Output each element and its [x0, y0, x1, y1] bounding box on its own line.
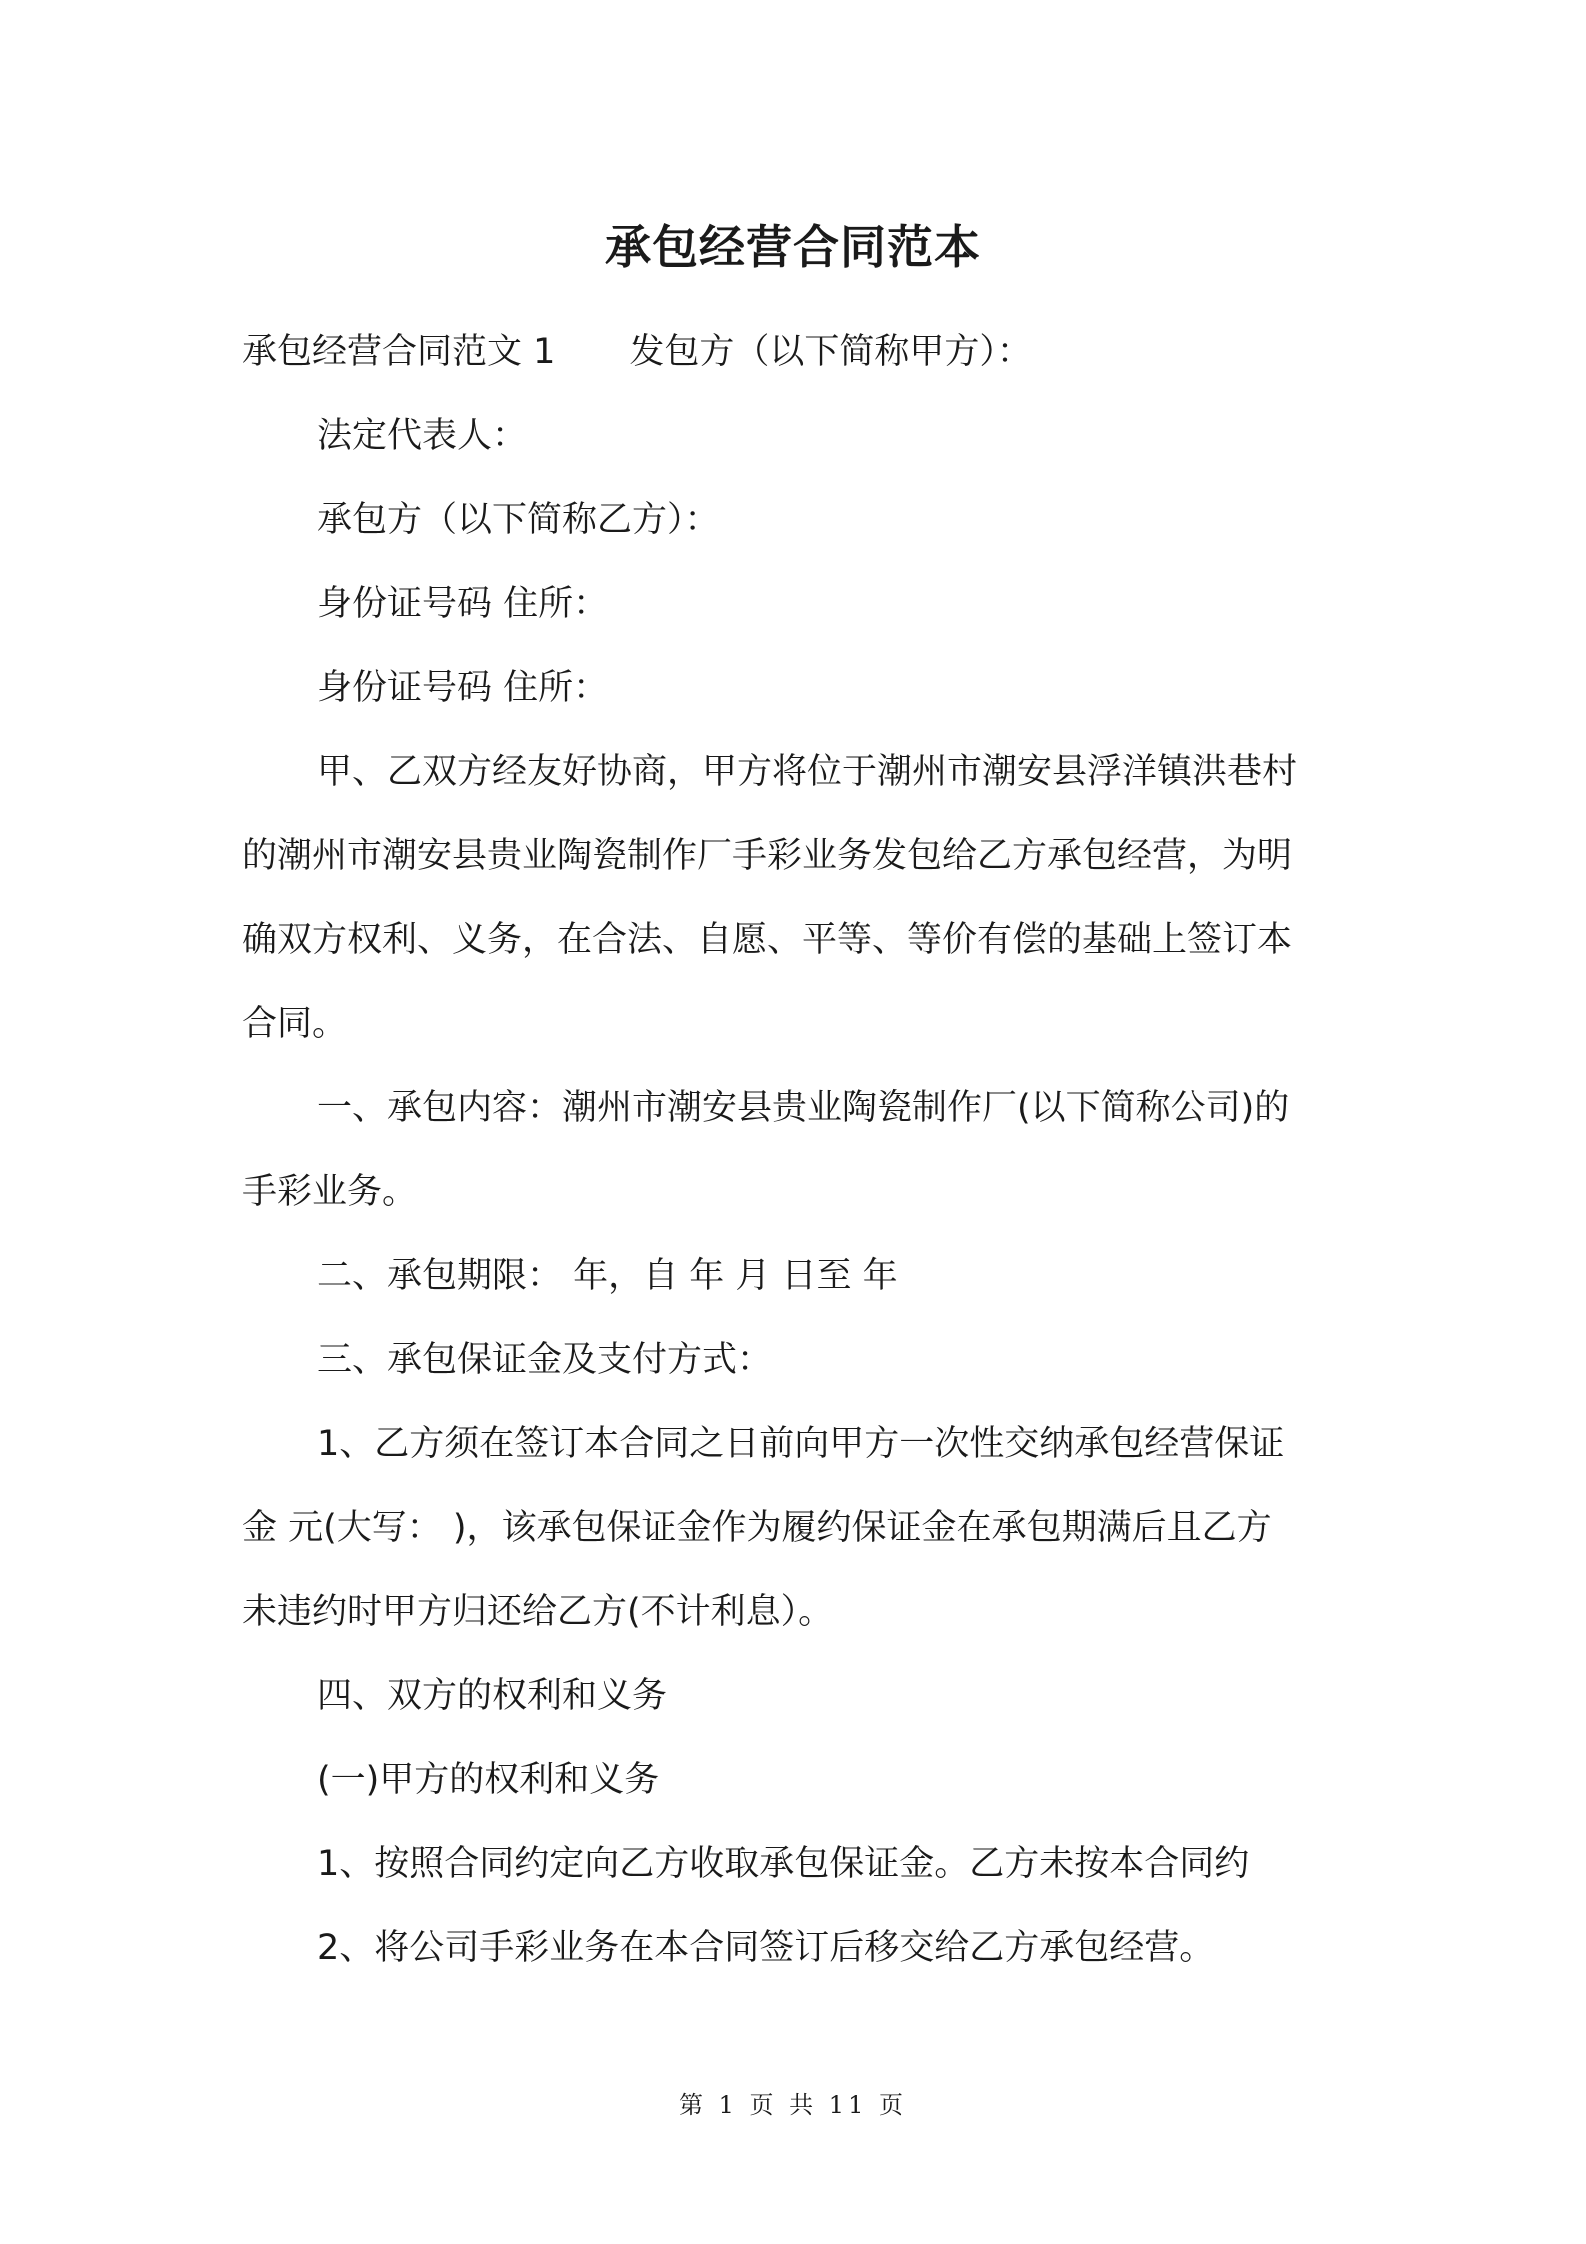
paragraph-line: 金 元(大写： )，该承包保证金作为履约保证金在承包期满后且乙方 [242, 1508, 1272, 1548]
paragraph-line: 身份证号码 住所： [317, 584, 609, 624]
paragraph-line: 二、承包期限： 年，自 年 月 日至 年 [317, 1256, 898, 1296]
paragraph-line: 法定代表人： [317, 416, 528, 456]
first-line [242, 326, 1032, 378]
paragraph-line: 承包方（以下简称乙方）： [317, 500, 720, 540]
paragraph-line: 未违约时甲方归还给乙方(不计利息）。 [242, 1592, 834, 1632]
paragraph-line: 身份证号码 住所： [317, 668, 609, 708]
party-a-line: 发包方（以下简称甲方）： [629, 332, 1032, 372]
page-footer: 第 1 页 共 11 页 [679, 2091, 907, 2119]
paragraph-line: 手彩业务。 [242, 1172, 418, 1212]
document-title: 承包经营合同范本 [605, 220, 981, 274]
paragraph-line: 1、按照合同约定向乙方收取承包保证金。乙方未按本合同约 [317, 1844, 1250, 1884]
paragraph-line: 三、承包保证金及支付方式： [317, 1340, 773, 1380]
paragraph-line: 确双方权利、义务，在合法、自愿、平等、等价有偿的基础上签订本 [242, 920, 1293, 960]
paragraph-line: 合同。 [242, 1004, 348, 1044]
paragraph-line: 的潮州市潮安县贵业陶瓷制作厂手彩业务发包给乙方承包经营，为明 [242, 836, 1293, 876]
paragraph-line: 四、双方的权利和义务 [317, 1676, 668, 1716]
paragraph-line: 一、承包内容：潮州市潮安县贵业陶瓷制作厂(以下简称公司)的 [317, 1088, 1290, 1128]
paragraph-line: 2、将公司手彩业务在本合同签订后移交给乙方承包经营。 [317, 1928, 1215, 1968]
section-label: 承包经营合同范文 1 [242, 332, 556, 372]
paragraph-line: 1、乙方须在签订本合同之日前向甲方一次性交纳承包经营保证 [317, 1424, 1285, 1464]
paragraph-line: 甲、乙双方经友好协商，甲方将位于潮州市潮安县浮洋镇洪巷村 [317, 752, 1298, 792]
paragraph-line: (一)甲方的权利和义务 [317, 1760, 660, 1800]
